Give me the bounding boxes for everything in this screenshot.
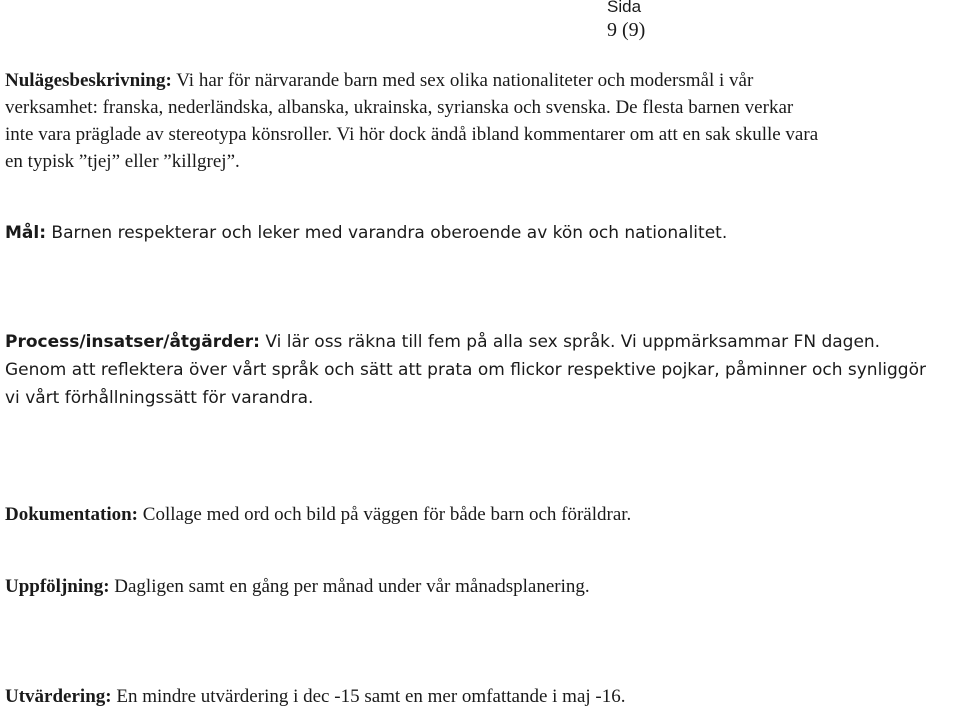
process-label: Process/insatser/åtgärder: [5,332,260,352]
utvardering-text: En mindre utvärdering i dec -15 samt en mer omfattande i maj -16. [111,686,626,707]
utvardering-label: Utvärdering: [5,686,112,707]
dokumentation-section [5,501,960,528]
process-line-3: vi vårt förhållningssätt för varandra. [5,388,314,408]
utvardering-section [5,683,960,710]
process-line-1: Process/insatser/åtgärder: Vi lär oss räkna till fem på alla sex språk. Vi uppmärksammar FN dagen. [5,332,881,352]
nulage-line-2: verksamhet: franska, nederländska, albanska, ukrainska, syrianska och svenska. De flesta barnen verkar [5,97,794,118]
mal-text: Barnen respekterar och leker med varandra oberoende av kön och nationalitet. [46,223,728,243]
nulage-line-3: inte vara präglade av stereotypa könsroller. Vi hör dock ändå ibland kommentarer om att en sak skulle vara [5,124,819,145]
nulage-label: Nulägesbeskrivning: [5,70,172,91]
nulage-line-4: en typisk ”tjej” eller ”killgrej”. [5,151,240,172]
page-number: 9 (9) [607,19,646,41]
mal-section [5,219,960,247]
mal-label: Mål: [5,223,47,243]
sida-label: Sida [607,0,642,16]
process-line-2: Genom att reflektera över vårt språk och sätt att prata om flickor respektive pojkar, påminner och synliggör [5,360,926,380]
dokumentation-label: Dokumentation: [5,504,139,525]
uppfoljning-label: Uppföljning: [5,576,110,597]
uppfoljning-text: Dagligen samt en gång per månad under vår månadsplanering. [109,576,590,597]
page-header [607,0,687,41]
nulage-line-1: Nulägesbeskrivning: Vi har för närvarande barn med sex olika nationaliteter och modersmål i vår [5,70,754,91]
dokumentation-text: Collage med ord och bild på väggen för både barn och föräldrar. [138,504,632,525]
uppfoljning-section [5,573,960,600]
nulagesbeskrivning-section [5,67,960,175]
process-section [5,328,960,412]
